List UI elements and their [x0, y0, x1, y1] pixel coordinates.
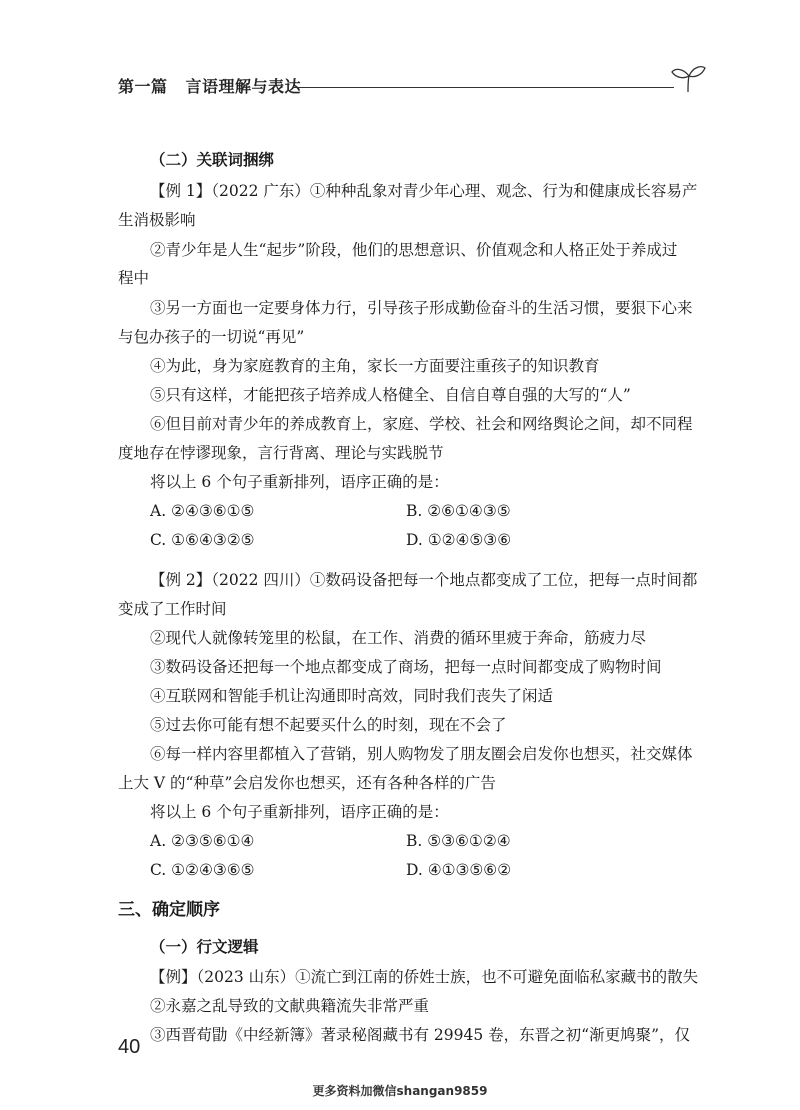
- sentence-5: ⑤过去你可能有想不起要买什么的时刻，现在不会了: [150, 716, 507, 734]
- footer-note: 更多资料加微信shangan9859: [312, 1084, 488, 1098]
- option-a: A. ②③⑤⑥①④: [150, 832, 255, 850]
- question-prompt: 将以上 6 个句子重新排列，语序正确的是：: [150, 473, 449, 491]
- sentence-6-cont: 度地存在悖谬现象，言行背离、理论与实践脱节: [118, 444, 444, 462]
- sentence-2-cont: 程中: [118, 269, 150, 287]
- option-c: C. ①②④③⑥⑤: [150, 861, 255, 879]
- option-b: B. ②⑥①④③⑤: [406, 502, 511, 520]
- sentence-3-cont: 与包办孩子的一切说“再见”: [118, 328, 305, 346]
- sentence-2: ②永嘉之乱导致的文献典籍流失非常严重: [150, 997, 430, 1015]
- sentence-6: ⑥每一样内容里都植入了营销，别人购物发了朋友圈会启发你也想买，社交媒体: [150, 745, 693, 763]
- sentence-5: ⑤只有这样，才能把孩子培养成人格健全、自信自尊自强的大写的“人”: [150, 386, 631, 404]
- sentence-2: ②现代人就像转笼里的松鼠，在工作、消费的循环里疲于奔命，筋疲力尽: [150, 629, 647, 647]
- sentence-3: ③另一方面也一定要身体力行，引导孩子形成勤俭奋斗的生活习惯，要狠下心来: [150, 299, 693, 317]
- example-2-stem-cont: 变成了工作时间: [118, 600, 227, 618]
- option-a: A. ②④③⑥①⑤: [150, 502, 255, 520]
- example-3-stem: 【例】（2023 山东）①流亡到江南的侨姓士族，也不可避免面临私家藏书的散失: [150, 968, 699, 986]
- page-number: 40: [118, 1036, 141, 1058]
- header-part: 第一篇: [118, 77, 168, 96]
- sprout-icon: [668, 58, 708, 98]
- sentence-6-cont: 上大 V 的“种草”会启发你也想买，还有各种各样的广告: [118, 774, 496, 792]
- sentence-2: ②青少年是人生“起步”阶段，他们的思想意识、价值观念和人格正处于养成过: [150, 241, 678, 259]
- sentence-3: ③数码设备还把每一个地点都变成了商场，把每一点时间都变成了购物时间: [150, 658, 662, 676]
- sentence-4: ④为此，身为家庭教育的主角，家长一方面要注重孩子的知识教育: [150, 357, 600, 375]
- option-b: B. ⑤③⑥①②④: [406, 832, 511, 850]
- section-heading: 三、确定顺序: [118, 900, 220, 920]
- header-title: [118, 74, 301, 97]
- example-2-stem: 【例 2】（2022 四川）①数码设备把每一个地点都变成了工位，把每一点时间都: [150, 571, 698, 589]
- option-c: C. ①⑥④③②⑤: [150, 531, 255, 549]
- subsection-heading: （一）行文逻辑: [150, 938, 259, 956]
- running-header: [118, 72, 708, 102]
- option-d: D. ①②④⑤③⑥: [406, 531, 512, 549]
- sentence-3: ③西晋荀勖《中经新簿》著录秘阁藏书有 29945 卷，东晋之初“渐更鸠聚”，仅: [150, 1026, 691, 1044]
- question-prompt: 将以上 6 个句子重新排列，语序正确的是：: [150, 803, 449, 821]
- header-chapter: 言语理解与表达: [185, 77, 302, 96]
- sentence-4: ④互联网和智能手机让沟通即时高效，同时我们丧失了闲适: [150, 687, 554, 705]
- sentence-6: ⑥但目前对青少年的养成教育上，家庭、学校、社会和网络舆论之间，却不同程: [150, 415, 693, 433]
- example-1-stem: 【例 1】（2022 广东）①种种乱象对青少年心理、观念、行为和健康成长容易产: [150, 182, 698, 200]
- header-rule: [293, 87, 674, 88]
- subsection-heading: （二）关联词捆绑: [150, 151, 275, 169]
- example-1-stem-cont: 生消极影响: [118, 211, 196, 229]
- option-d: D. ④①③⑤⑥②: [406, 861, 512, 879]
